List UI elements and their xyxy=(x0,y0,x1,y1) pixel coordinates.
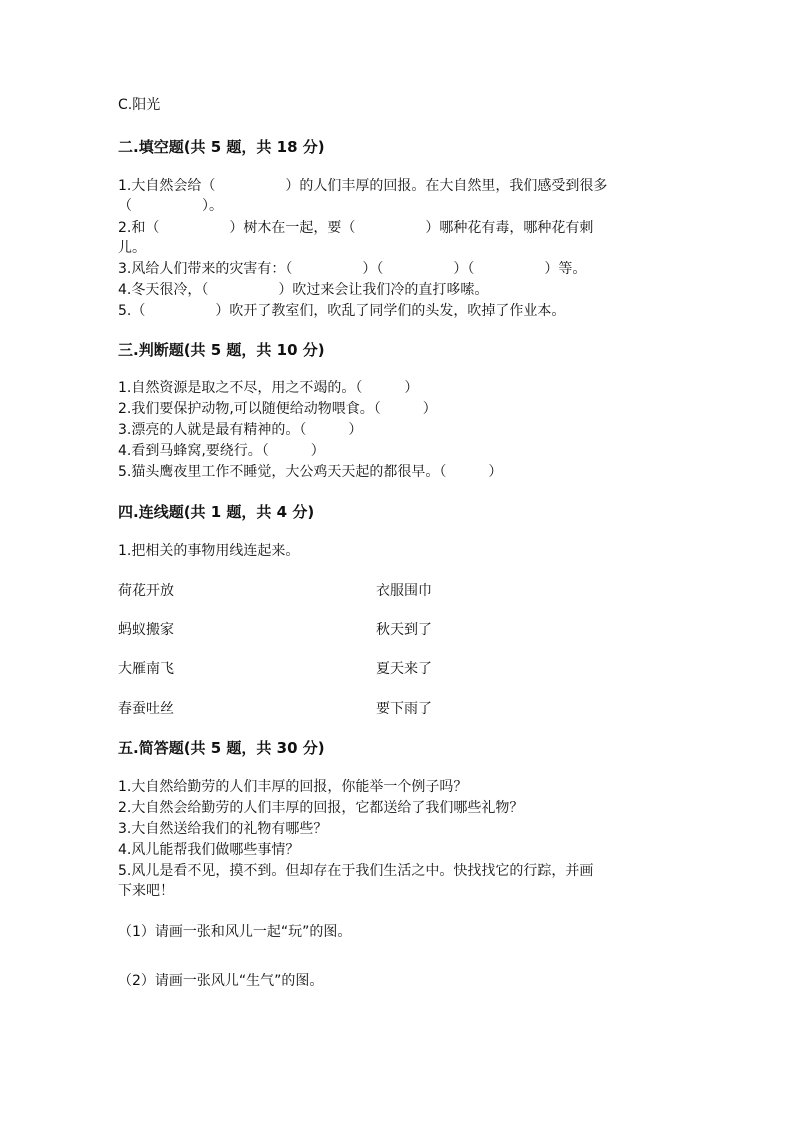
judge-item-1: 1.自然资源是取之不尽，用之不竭的。（ ） xyxy=(118,380,419,396)
match-instruction: 1.把相关的事物用线连起来。 xyxy=(118,543,300,559)
fill-item-2-cont: 儿。 xyxy=(118,240,146,256)
draw-task-1: （1）请画一张和风儿一起“玩”的图。 xyxy=(118,924,352,940)
judge-item-2: 2.我们要保护动物,可以随便给动物喂食。（ ） xyxy=(118,401,437,417)
judge-item-3: 3.漂亮的人就是最有精神的。（ ） xyxy=(118,422,363,438)
section-2-heading: 二.填空题(共 5 题，共 18 分) xyxy=(118,138,325,156)
fill-item-5: 5.（ ）吹开了教室们，吹乱了同学们的头发，吹掉了作业本。 xyxy=(118,303,566,319)
option-c: C.阳光 xyxy=(118,97,161,113)
section-5-heading: 五.简答题(共 5 题，共 30 分) xyxy=(118,739,325,757)
section-3-heading: 三.判断题(共 5 题，共 10 分) xyxy=(118,341,325,359)
section-4-heading: 四.连线题(共 1 题，共 4 分) xyxy=(118,503,315,521)
fill-item-1-cont: （ ）。 xyxy=(118,198,223,214)
short-item-1: 1.大自然给勤劳的人们丰厚的回报，你能举一个例子吗？ xyxy=(118,779,468,795)
short-item-2: 2.大自然会给勤劳的人们丰厚的回报，它都送给了我们哪些礼物？ xyxy=(118,800,524,816)
match-left-1: 荷花开放 xyxy=(118,583,174,599)
judge-item-5: 5.猫头鹰夜里工作不睡觉，大公鸡天天起的都很早。（ ） xyxy=(118,464,503,480)
match-right-1: 衣服围巾 xyxy=(376,583,432,599)
draw-task-2: （2）请画一张风儿“生气”的图。 xyxy=(118,973,324,989)
match-left-4: 春蚕吐丝 xyxy=(118,701,174,717)
match-left-3: 大雁南飞 xyxy=(118,661,174,677)
match-right-2: 秋天到了 xyxy=(376,622,432,638)
match-left-2: 蚂蚁搬家 xyxy=(118,622,174,638)
short-item-4: 4.风儿能帮我们做哪些事情？ xyxy=(118,842,300,858)
short-item-5-cont: 下来吧！ xyxy=(118,883,174,899)
judge-item-4: 4.看到马蜂窝,要绕行。（ ） xyxy=(118,443,325,459)
short-item-5: 5.风儿是看不见，摸不到。但却存在于我们生活之中。快找找它的行踪，并画 xyxy=(118,863,594,879)
fill-item-1: 1.大自然会给（ ）的人们丰厚的回报。在大自然里，我们感受到很多 xyxy=(118,178,608,194)
match-right-4: 要下雨了 xyxy=(376,701,432,717)
match-right-3: 夏天来了 xyxy=(376,661,432,677)
fill-item-4: 4.冬天很冷，（ ）吹过来会让我们冷的直打哆嗦。 xyxy=(118,282,489,298)
short-item-3: 3.大自然送给我们的礼物有哪些？ xyxy=(118,821,328,837)
fill-item-2: 2.和（ ）树木在一起，要（ ）哪种花有毒，哪种花有刺 xyxy=(118,220,594,236)
fill-item-3: 3.风给人们带来的灾害有：（ ）（ ）（ ）等。 xyxy=(118,261,587,277)
